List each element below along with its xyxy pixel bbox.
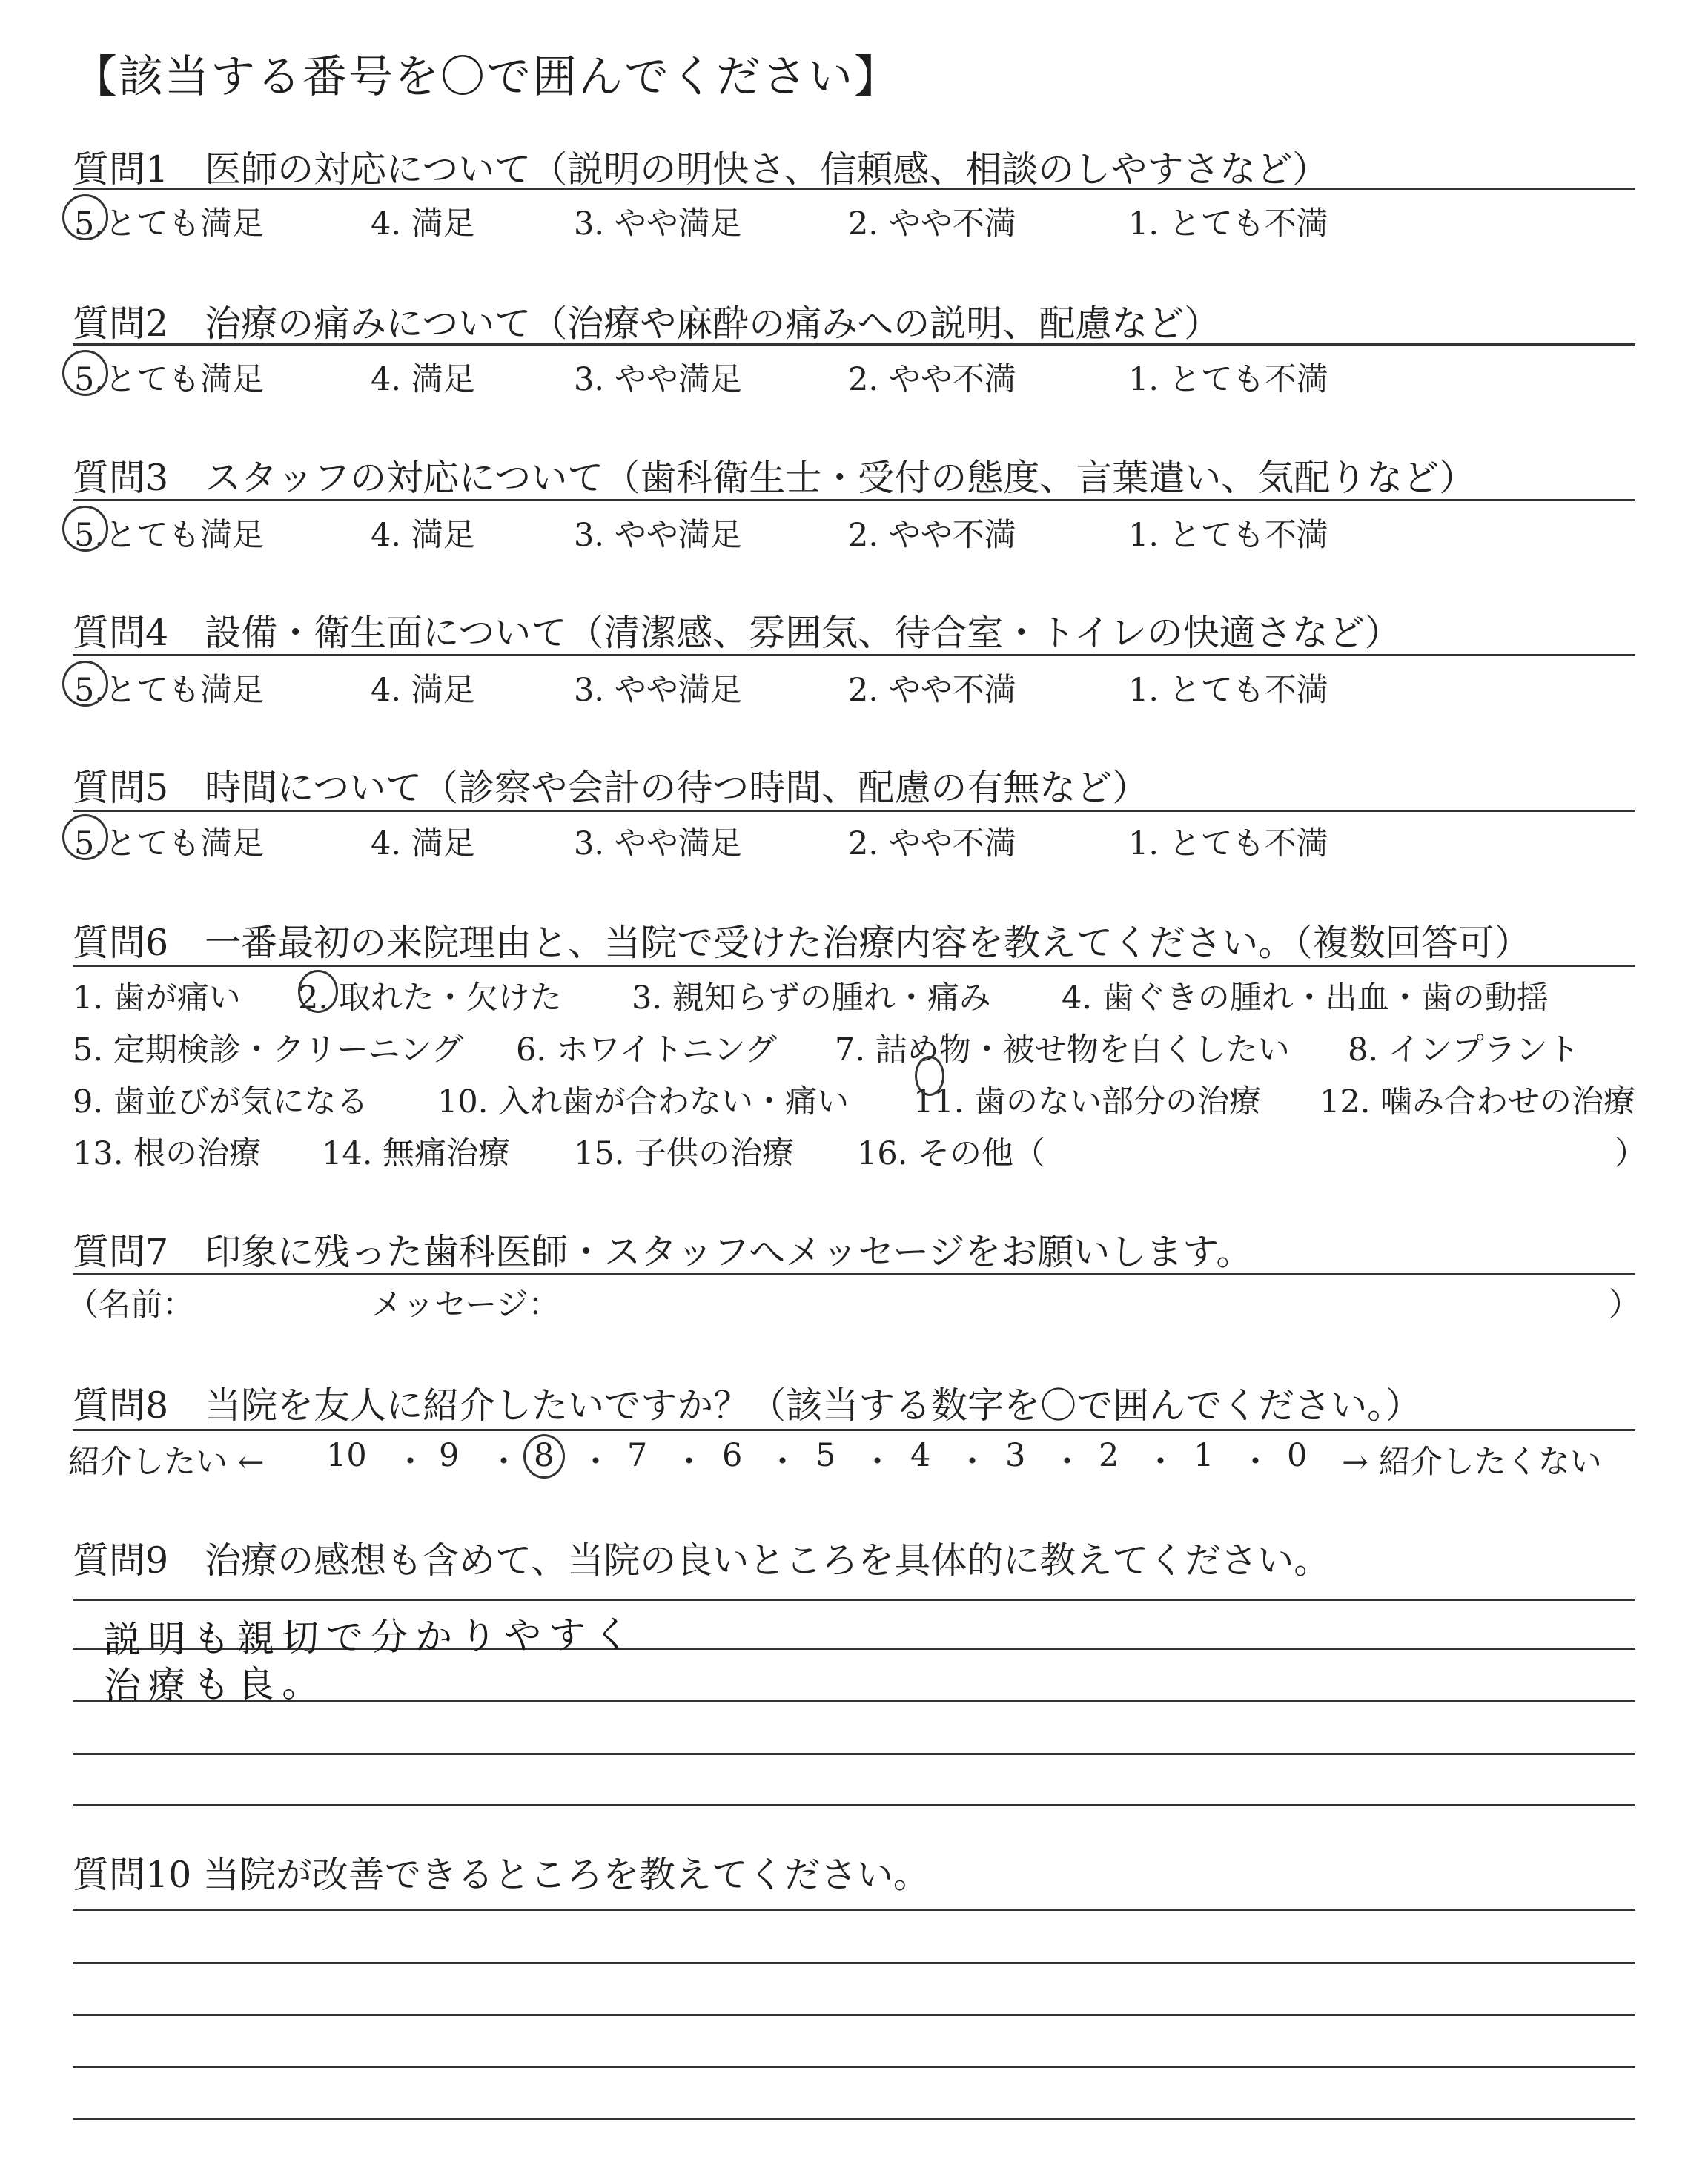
q6-option-3[interactable]: 3. 親知らずの腫れ・痛み xyxy=(632,980,991,1017)
question-5-title: 質問5 時間について（診察や会計の待つ時間、配慮の有無など） xyxy=(73,767,1149,809)
option-2[interactable]: 2. やや不満 xyxy=(848,825,1016,862)
question-8-rule xyxy=(73,1429,1635,1431)
question-10-title: 質問10 当院が改善できるところを教えてください。 xyxy=(73,1854,930,1896)
question-2-title: 質問2 治療の痛みについて（治療や麻酔の痛みへの説明、配慮など） xyxy=(73,303,1221,345)
question-1-title: 質問1 医師の対応について（説明の明快さ、信頼感、相談のしやすさなど） xyxy=(73,148,1329,191)
q6-option-8[interactable]: 8. インプラント xyxy=(1348,1031,1580,1069)
q8-value-6[interactable]: 6 xyxy=(722,1437,743,1474)
answer-line xyxy=(73,2118,1635,2120)
option-5[interactable]: 5.とても満足 xyxy=(74,517,265,554)
selection-circle xyxy=(62,814,108,860)
option-2[interactable]: 2. やや不満 xyxy=(848,361,1016,398)
question-6-rule xyxy=(73,965,1635,967)
option-1[interactable]: 1. とても不満 xyxy=(1128,361,1328,398)
selection-circle xyxy=(298,970,338,1013)
q7-close-paren: ） xyxy=(1609,1287,1641,1324)
answer-line xyxy=(73,1909,1635,1911)
q6-option-12[interactable]: 12. 噛み合わせの治療 xyxy=(1320,1083,1636,1120)
answer-line xyxy=(73,2014,1635,2016)
option-2[interactable]: 2. やや不満 xyxy=(848,205,1016,242)
q8-value-0[interactable]: 0 xyxy=(1287,1437,1308,1474)
q8-value-7[interactable]: 7 xyxy=(627,1437,648,1474)
q6-option-1[interactable]: 1. 歯が痛い xyxy=(73,980,241,1017)
selection-circle xyxy=(915,1056,944,1096)
question-3-title: 質問3 スタッフの対応について（歯科衛生士・受付の態度、言葉遣い、気配りなど） xyxy=(73,457,1476,499)
q6-option-2[interactable]: 2. 取れた・欠けた xyxy=(298,980,562,1017)
q7-answer-line xyxy=(67,1280,1641,1324)
q7-name-label: （名前： xyxy=(67,1287,194,1324)
question-9-title: 質問9 治療の感想も含めて、当院の良いところを具体的に教えてください。 xyxy=(73,1539,1331,1582)
answer-line xyxy=(73,1753,1635,1755)
question-2-rule xyxy=(73,343,1635,346)
q8-value-10[interactable]: 10 xyxy=(326,1437,367,1474)
option-2[interactable]: 2. やや不満 xyxy=(848,672,1016,709)
answer-line xyxy=(73,1804,1635,1806)
option-3[interactable]: 3. やや満足 xyxy=(574,205,742,242)
question-7-rule xyxy=(73,1273,1635,1275)
answer-line xyxy=(73,1599,1635,1601)
option-3[interactable]: 3. やや満足 xyxy=(574,361,742,398)
question-4-title: 質問4 設備・衛生面について（清潔感、雰囲気、待合室・トイレの快適さなど） xyxy=(73,612,1401,654)
option-1[interactable]: 1. とても不満 xyxy=(1128,672,1328,709)
option-1[interactable]: 1. とても不満 xyxy=(1128,205,1328,242)
question-7-title: 質問7 印象に残った歯科医師・スタッフへメッセージをお願いします。 xyxy=(73,1231,1253,1273)
q6-option-11[interactable]: 11. 歯のない部分の治療 xyxy=(913,1083,1262,1120)
option-4[interactable]: 4. 満足 xyxy=(371,672,475,709)
q6-option-13[interactable]: 13. 根の治療 xyxy=(73,1135,262,1172)
q6-option-10[interactable]: 10. 入れ歯が合わない・痛い xyxy=(437,1083,850,1120)
option-2[interactable]: 2. やや不満 xyxy=(848,517,1016,554)
option-4[interactable]: 4. 満足 xyxy=(371,205,475,242)
q6-option-9[interactable]: 9. 歯並びが気になる xyxy=(73,1083,368,1120)
question-5-options xyxy=(73,819,1635,860)
option-3[interactable]: 3. やや満足 xyxy=(574,825,742,862)
answer-line xyxy=(73,1962,1635,1964)
option-4[interactable]: 4. 満足 xyxy=(371,361,475,398)
option-1[interactable]: 1. とても不満 xyxy=(1128,825,1328,862)
q6-row-1 xyxy=(73,973,1644,1017)
q7-message-label: メッセージ： xyxy=(371,1287,560,1324)
q8-left-label: 紹介したい ← xyxy=(68,1444,265,1481)
option-4[interactable]: 4. 満足 xyxy=(371,517,475,554)
option-5[interactable]: 5.とても満足 xyxy=(74,825,265,862)
q6-option-14[interactable]: 14. 無痛治療 xyxy=(322,1135,511,1172)
q6-row-3 xyxy=(73,1077,1644,1118)
q6-option-6[interactable]: 6. ホワイトニング xyxy=(516,1031,777,1069)
question-3-options xyxy=(73,510,1635,552)
question-4-options xyxy=(73,665,1635,707)
option-5[interactable]: 5.とても満足 xyxy=(74,361,265,398)
q6-option-7[interactable]: 7. 詰め物・被せ物を白くしたい xyxy=(835,1031,1290,1069)
question-6-title: 質問6 一番最初の来院理由と、当院で受けた治療内容を教えてください。（複数回答可） xyxy=(73,922,1531,964)
q6-option-15[interactable]: 15. 子供の治療 xyxy=(574,1135,795,1172)
q8-value-3[interactable]: 3 xyxy=(1005,1437,1026,1474)
q6-option-5[interactable]: 5. 定期検診・クリーニング xyxy=(73,1031,463,1069)
selection-circle xyxy=(62,350,108,396)
page-title: 【該当する番号を〇で囲んでください】 xyxy=(73,51,900,103)
option-5[interactable]: 5.とても満足 xyxy=(74,672,265,709)
q6-option-16[interactable]: 16. その他（ xyxy=(857,1135,1046,1172)
question-8-title: 質問8 当院を友人に紹介したいですか？（該当する数字を〇で囲んでください。） xyxy=(73,1384,1422,1427)
answer-line xyxy=(73,2066,1635,2068)
q8-value-9[interactable]: 9 xyxy=(439,1437,460,1474)
selection-circle xyxy=(62,506,108,552)
q6-option-4[interactable]: 4. 歯ぐきの腫れ・出血・歯の動揺 xyxy=(1062,980,1549,1017)
question-2-options xyxy=(73,354,1635,396)
q8-value-5[interactable]: 5 xyxy=(815,1437,836,1474)
question-3-rule xyxy=(73,499,1635,501)
option-4[interactable]: 4. 満足 xyxy=(371,825,475,862)
option-5[interactable]: 5.とても満足 xyxy=(74,205,265,242)
q8-value-8[interactable]: 8 xyxy=(534,1437,555,1474)
selection-circle xyxy=(62,661,108,707)
selection-circle xyxy=(523,1434,565,1479)
q8-right-label: → 紹介したくない xyxy=(1342,1444,1602,1481)
q8-scale-line: 紹介したい ← 10 ・ 9 ・ 8 ・ 7 ・ 6 ・ 5 ・ 4 ・ 3 ・ 2 ・ 1 ・ 0 → 紹介したくない xyxy=(67,1437,1638,1482)
question-5-rule xyxy=(73,810,1635,812)
q8-value-1[interactable]: 1 xyxy=(1194,1437,1214,1474)
selection-circle xyxy=(62,194,108,240)
q6-row-2 xyxy=(73,1025,1644,1069)
q8-value-2[interactable]: 2 xyxy=(1099,1437,1119,1474)
question-1-rule xyxy=(73,188,1635,190)
q9-handwritten-line-1: 説明も親切で分かりやすく xyxy=(103,1613,638,1662)
question-4-rule xyxy=(73,654,1635,656)
q6-row-4 xyxy=(73,1129,1644,1170)
option-3[interactable]: 3. やや満足 xyxy=(574,672,742,709)
q9-handwritten-line-2: 治療も良。 xyxy=(103,1662,327,1708)
option-3[interactable]: 3. やや満足 xyxy=(574,517,742,554)
question-1-options xyxy=(73,199,1635,240)
q8-value-4[interactable]: 4 xyxy=(910,1437,931,1474)
q6-other-close-paren: ） xyxy=(1615,1135,1646,1172)
option-1[interactable]: 1. とても不満 xyxy=(1128,517,1328,554)
